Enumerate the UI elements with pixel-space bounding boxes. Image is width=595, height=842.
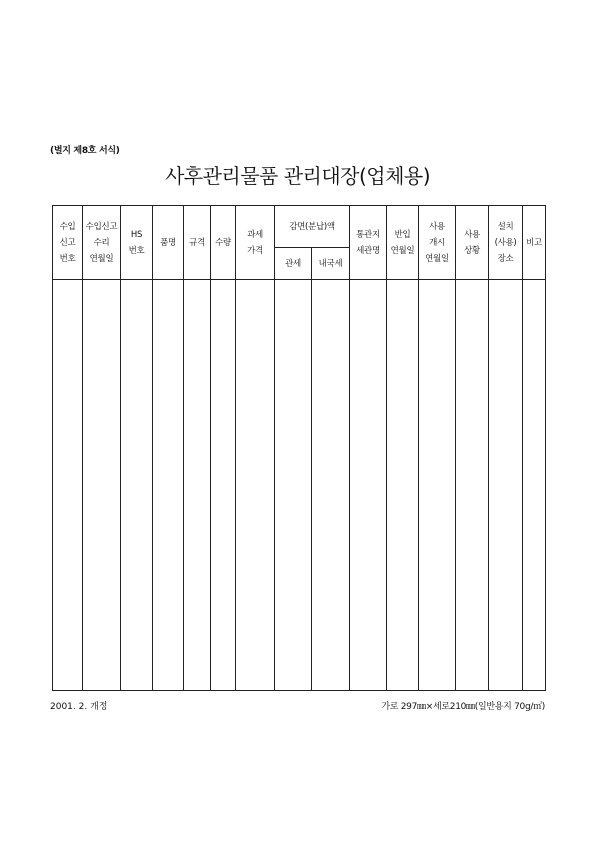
table-cell[interactable] [489,280,523,691]
column-header-remarks: 비고 [523,206,546,280]
column-header-exempt-amount: 감면(분납)액 [275,206,350,248]
column-header-location: 설치 (사용) 장소 [489,206,523,280]
column-header-use-start-date: 사용 개시 연월일 [419,206,456,280]
page-title: 사후관리물품 관리대장(업체용) [164,164,431,188]
column-header-taxable-value: 과세 가격 [236,206,275,280]
column-header-use-status: 사용 상황 [456,206,489,280]
table-cell[interactable] [121,280,153,691]
table-cell[interactable] [211,280,236,691]
table-cell[interactable] [523,280,546,691]
column-header-import-no: 수입 신고 번호 [53,206,83,280]
table-cell[interactable] [312,280,350,691]
form-number-label: (별지 제8호 서식) [50,146,120,156]
column-header-hs-no: HS 번호 [121,206,153,280]
revision-note: 2001. 2. 개정 [50,702,108,712]
table-row [53,280,546,691]
table-cell[interactable] [83,280,121,691]
column-header-customs-office: 통관지 세관명 [350,206,387,280]
column-header-customs-duty: 관세 [275,248,312,280]
ledger-table [52,205,546,691]
table-cell[interactable] [236,280,275,691]
table-cell[interactable] [53,280,83,691]
column-header-carry-in-date: 반입 연월일 [387,206,419,280]
table-cell[interactable] [387,280,419,691]
column-header-accept-date: 수입신고 수리 연월일 [83,206,121,280]
table-cell[interactable] [419,280,456,691]
table-cell[interactable] [456,280,489,691]
table-cell[interactable] [275,280,312,691]
column-header-item-name: 품명 [153,206,184,280]
table-cell[interactable] [350,280,387,691]
column-header-quantity: 수량 [211,206,236,280]
table-cell[interactable] [184,280,211,691]
column-header-internal-tax: 내국세 [312,248,350,280]
table-cell[interactable] [153,280,184,691]
paper-spec-note: 가로 297㎜×세로210㎜(일반용지 70g/㎡) [381,702,545,712]
column-header-spec: 규격 [184,206,211,280]
